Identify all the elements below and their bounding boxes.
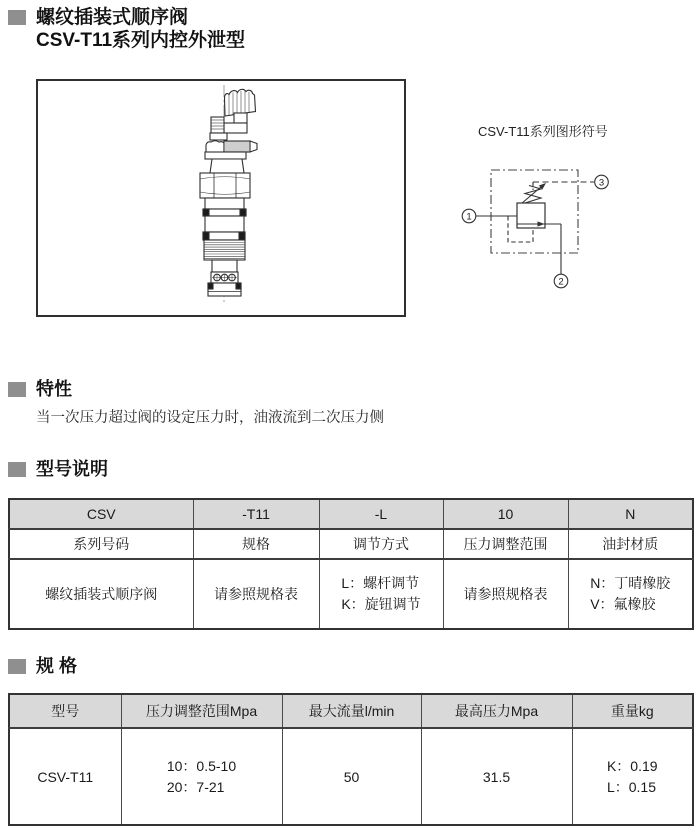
page-title <box>8 6 245 52</box>
spec-lines <box>167 756 236 798</box>
detail-text: 螺纹插装式顺序阀 <box>45 586 158 602</box>
symbol-caption: CSV-T11系列图形符号 <box>478 124 608 139</box>
features-heading-text: 特性 <box>36 379 72 399</box>
spec-text: 20：7-21 <box>166 778 225 795</box>
specs-heading-text: 规 格 <box>36 656 78 676</box>
model-code-cell: 10 <box>443 499 568 529</box>
svg-text:2: 2 <box>558 276 564 288</box>
specs-heading <box>8 655 77 677</box>
model-code-cell: CSV <box>9 499 193 529</box>
port-3-label <box>595 175 609 189</box>
detail-text: 请参照规格表 <box>463 586 548 602</box>
spec-header-cell: 最大流量l/min <box>282 694 421 728</box>
detail-text: V：氟橡胶 <box>590 596 656 612</box>
model-code-heading-text: 型号说明 <box>36 459 108 479</box>
spec-value-cell <box>421 728 572 825</box>
port-1-label <box>462 209 476 223</box>
spec-header-cell: 重量kg <box>572 694 693 728</box>
detail-lines <box>341 573 420 615</box>
section-marker-icon <box>8 659 26 674</box>
model-label-cell: 调节方式 <box>319 529 443 559</box>
specs-header-row <box>9 694 693 728</box>
model-code-row <box>9 499 693 529</box>
spec-lines <box>607 756 658 798</box>
spec-text: K：0.19 <box>606 757 658 774</box>
model-label-cell: 油封材质 <box>568 529 693 559</box>
page-title-line2: CSV-T11系列内控外泄型 <box>36 30 246 51</box>
spec-value-cell <box>121 728 282 825</box>
model-code-table <box>8 498 694 630</box>
features-description: 当一次压力超过阀的设定压力时，油液流到二次压力侧 <box>36 410 384 426</box>
model-code-cell: -T11 <box>193 499 319 529</box>
valve-drawing-frame <box>36 79 406 317</box>
model-detail-cell <box>443 559 568 629</box>
port-2-label <box>554 274 568 288</box>
spec-header-cell: 型号 <box>9 694 121 728</box>
detail-lines <box>590 573 670 615</box>
model-code-cell: -L <box>319 499 443 529</box>
model-label-cell: 系列号码 <box>9 529 193 559</box>
model-detail-cell <box>568 559 693 629</box>
section-marker-icon <box>8 10 26 25</box>
model-code-cell: N <box>568 499 693 529</box>
spec-text: 10：0.5-10 <box>166 757 237 774</box>
section-marker-icon <box>8 382 26 397</box>
detail-text: 请参照规格表 <box>214 586 298 602</box>
model-detail-cell <box>193 559 319 629</box>
spec-text: 50 <box>343 768 360 785</box>
model-code-heading <box>8 458 108 480</box>
specs-table <box>8 693 694 826</box>
hydraulic-symbol-diagram <box>440 146 670 304</box>
model-label-cell: 规格 <box>193 529 319 559</box>
spec-text: 31.5 <box>482 768 511 785</box>
model-detail-cell <box>9 559 193 629</box>
spec-header-cell: 压力调整范围Mpa <box>121 694 282 728</box>
svg-text:3: 3 <box>598 177 605 189</box>
detail-text: K：旋钮调节 <box>341 596 421 612</box>
spec-text: L：0.15 <box>606 778 656 795</box>
detail-text: L：螺杆调节 <box>341 575 420 591</box>
model-detail-cell <box>319 559 443 629</box>
spec-value-cell <box>572 728 693 825</box>
detail-text: N：丁晴橡胶 <box>590 575 671 591</box>
model-label-cell: 压力调整范围 <box>443 529 568 559</box>
model-detail-row <box>9 559 693 629</box>
section-marker-icon <box>8 462 26 477</box>
spec-value-cell <box>9 728 121 825</box>
spec-value-cell <box>282 728 421 825</box>
valve-technical-drawing <box>38 81 404 315</box>
svg-text:1: 1 <box>466 211 472 223</box>
spec-header-cell: 最高压力Mpa <box>421 694 572 728</box>
specs-value-row <box>9 728 693 825</box>
model-label-row <box>9 529 693 559</box>
spec-text: CSV-T11 <box>37 768 94 785</box>
page-title-lines <box>36 6 245 52</box>
features-heading <box>8 378 72 400</box>
page-title-line1: 螺纹插装式顺序阀 <box>36 7 189 28</box>
